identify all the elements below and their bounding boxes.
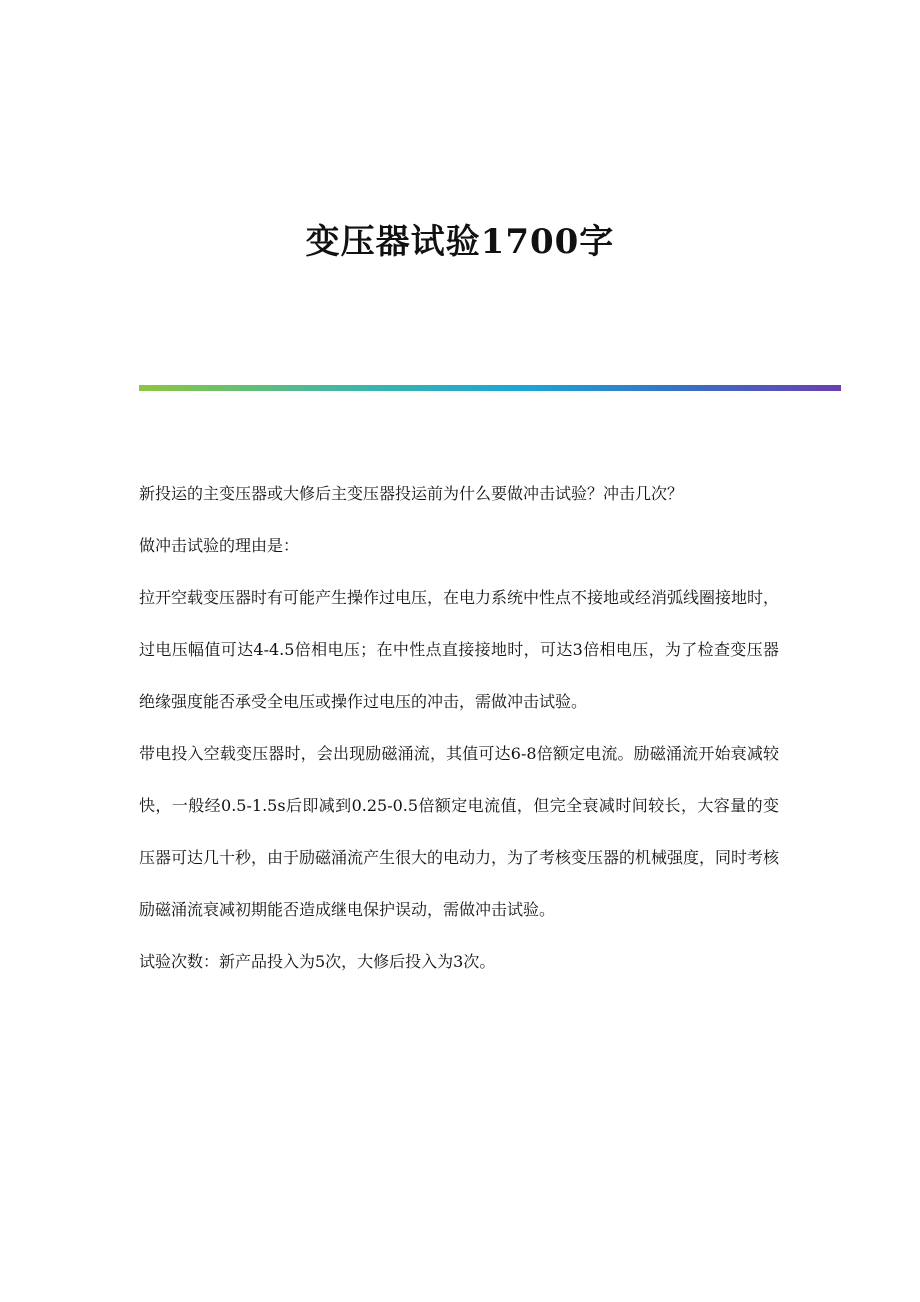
paragraph-inrush-current: 带电投入空载变压器时，会出现励磁涌流，其值可达6-8倍额定电流。励磁涌流开始衰减较快，一般经0.5-1.5s后即减到0.25-0.5倍额定电流值，但完全衰减时间较长，大容量的变压器可达几十秒，由于励磁涌流产生很大的电动力，为了考核变压器的机械强度，同时考核励磁涌流衰减初期能否造成继电保护误动，需做冲击试验。 <box>139 744 780 919</box>
gradient-divider <box>139 385 841 391</box>
document-title: 变压器试验1700字 <box>305 222 615 262</box>
paragraph-overvoltage: 拉开空载变压器时有可能产生操作过电压，在电力系统中性点不接地或经消弧线圈接地时，过电压幅值可达4-4.5倍相电压；在中性点直接接地时，可达3倍相电压，为了检查变压器绝缘强度能否承受全电压或操作过电压的冲击，需做冲击试验。 <box>139 588 780 711</box>
paragraph-test-count: 试验次数：新产品投入为5次，大修后投入为3次。 <box>139 952 496 971</box>
paragraph-reason-heading: 做冲击试验的理由是： <box>139 536 300 555</box>
document-body <box>139 468 779 988</box>
paragraph-question: 新投运的主变压器或大修后主变压器投运前为什么要做冲击试验？冲击几次？ <box>139 484 684 503</box>
